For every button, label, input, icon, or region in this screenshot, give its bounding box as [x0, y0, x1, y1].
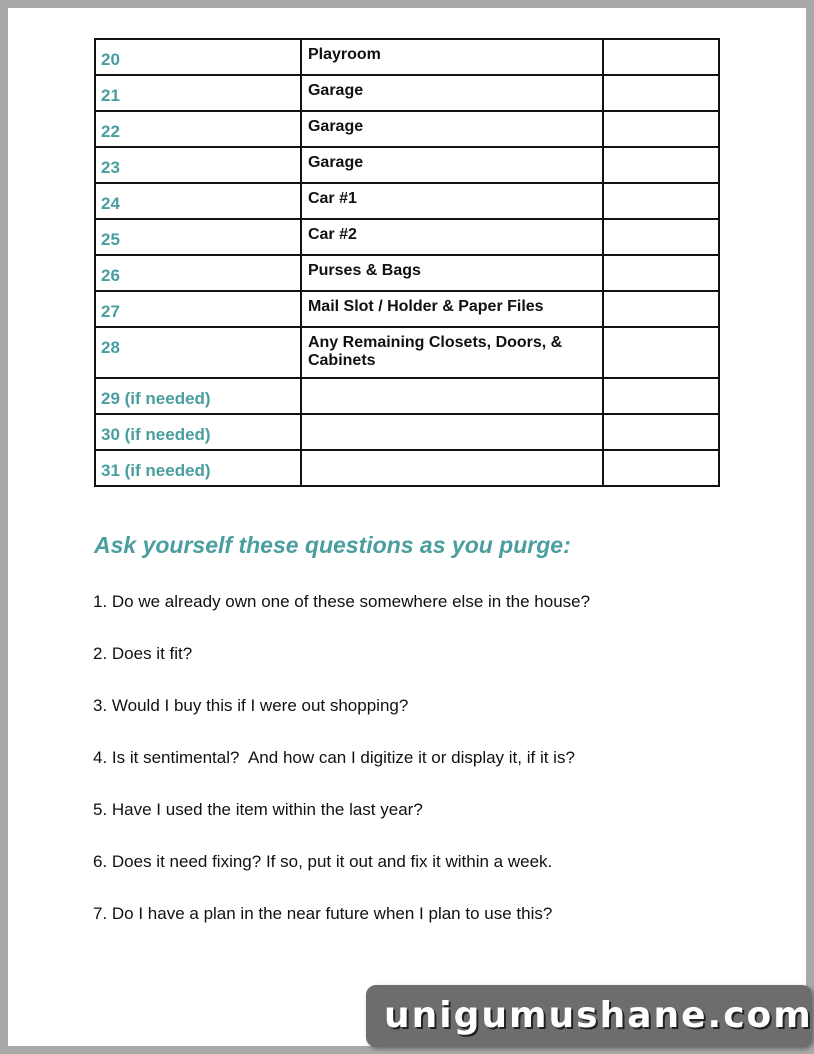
table-row [95, 183, 719, 219]
list-item: 2. Does it fit? [93, 644, 193, 663]
area-cell: Garage [301, 147, 603, 183]
area-cell: Garage [301, 111, 603, 147]
checkbox-cell[interactable] [603, 327, 719, 378]
checkbox-cell[interactable] [603, 39, 719, 75]
day-cell: 29 (if needed) [95, 378, 301, 414]
list-item: 6. Does it need fixing? If so, put it out and fix it within a week. [93, 852, 553, 871]
day-cell: 22 [95, 111, 301, 147]
area-cell [301, 450, 603, 486]
table-row [95, 75, 719, 111]
day-cell: 25 [95, 219, 301, 255]
day-cell: 24 [95, 183, 301, 219]
area-cell: Car #2 [301, 219, 603, 255]
day-cell: 27 [95, 291, 301, 327]
list-item: 5. Have I used the item within the last year? [93, 800, 423, 819]
decluttering-schedule-table [94, 38, 720, 487]
table-row [95, 255, 719, 291]
table-row [95, 327, 719, 378]
area-cell [301, 378, 603, 414]
checkbox-cell[interactable] [603, 255, 719, 291]
checkbox-cell[interactable] [603, 414, 719, 450]
day-cell: 21 [95, 75, 301, 111]
checkbox-cell[interactable] [603, 450, 719, 486]
questions-list [93, 592, 590, 956]
day-cell: 26 [95, 255, 301, 291]
area-cell [301, 414, 603, 450]
day-cell: 20 [95, 39, 301, 75]
checkbox-cell[interactable] [603, 378, 719, 414]
area-cell: Playroom [301, 39, 603, 75]
area-cell: Garage [301, 75, 603, 111]
document-page [8, 8, 806, 1046]
day-cell: 23 [95, 147, 301, 183]
checkbox-cell[interactable] [603, 147, 719, 183]
table-row [95, 378, 719, 414]
watermark-badge [366, 985, 812, 1047]
table-row [95, 219, 719, 255]
day-cell: 31 (if needed) [95, 450, 301, 486]
area-cell: Purses & Bags [301, 255, 603, 291]
list-item: 7. Do I have a plan in the near future when I plan to use this? [93, 904, 553, 923]
list-item: 1. Do we already own one of these somewhere else in the house? [93, 592, 591, 611]
table-row [95, 450, 719, 486]
table-row [95, 291, 719, 327]
checkbox-cell[interactable] [603, 291, 719, 327]
day-cell: 30 (if needed) [95, 414, 301, 450]
area-cell: Any Remaining Closets, Doors, & Cabinets [301, 327, 603, 378]
section-heading: Ask yourself these questions as you purge: [94, 532, 571, 558]
table-row [95, 39, 719, 75]
list-item: 4. Is it sentimental? And how can I digitize it or display it, if it is? [93, 748, 575, 767]
checkbox-cell[interactable] [603, 183, 719, 219]
table-row [95, 111, 719, 147]
checkbox-cell[interactable] [603, 111, 719, 147]
area-cell: Car #1 [301, 183, 603, 219]
table-row [95, 414, 719, 450]
day-cell: 28 [95, 327, 301, 378]
checkbox-cell[interactable] [603, 75, 719, 111]
watermark-text: unigumushane.com [384, 995, 813, 1036]
checkbox-cell[interactable] [603, 219, 719, 255]
table-row [95, 147, 719, 183]
area-cell: Mail Slot / Holder & Paper Files [301, 291, 603, 327]
list-item: 3. Would I buy this if I were out shopping? [93, 696, 409, 715]
